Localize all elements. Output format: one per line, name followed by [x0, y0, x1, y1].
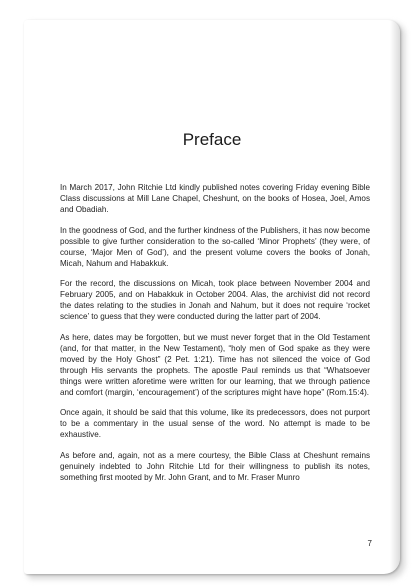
page-title: Preface	[182, 130, 242, 149]
paragraph: In the goodness of God, and the further kindness of the Publishers, it has now become possible to give further consideration to the so-called ‘Minor Prophets’ (they were, of course, ‘Major Men of God’), and the present volume covers the books of Jonah, Micah, Nahum and Habakkuk.	[60, 225, 371, 268]
paragraph: For the record, the discussions on Micah, took place between November 2004 and February 2005, and on Habakkuk in October 2004. Alas, the archivist did not record the dates relating to the studies in Jonah and Nahum, but it does not require ‘rocket science’ to guess that they were conducted during the latter part of 2004.	[60, 279, 370, 321]
paragraph: Once again, it should be said that this volume, like its predecessors, does not purport to be a commentary in the usual sense of the word. No attempt is made to be exhaustive.	[60, 408, 370, 439]
paragraph: As before and, again, not as a mere courtesy, the Bible Class at Cheshunt remains genuinely indebted to John Ritchie Ltd for their willingness to publish its notes, something first mooted by Mr. John Grant, and to Mr. Fraser Munro	[60, 450, 370, 482]
book-page	[24, 20, 400, 574]
paragraph: As here, dates may be forgotten, but we must never forget that in the Old Testament (and, for that matter, in the New Testament), “holy men of God spake as they were moved by the Holy Ghost” (2 Pet. 1:21). Time has not silenced the voice of God through His servants the prophets. The apostle Paul reminds us that “Whatsoever things were written aforetime were written for our learning, that we through patience and comfort (margin, ‘encouragement’) of the scriptures might have hope” (Rom.15:4).	[60, 332, 370, 397]
paragraph: In March 2017, John Ritchie Ltd kindly published notes covering Friday evening Bible Class discussions at Mill Lane Chapel, Cheshunt, on the books of Hosea, Joel, Amos and Obadiah.	[60, 183, 370, 214]
page-number: 7	[367, 539, 372, 548]
page-curl-edge	[390, 20, 400, 574]
preface-body	[60, 182, 370, 492]
